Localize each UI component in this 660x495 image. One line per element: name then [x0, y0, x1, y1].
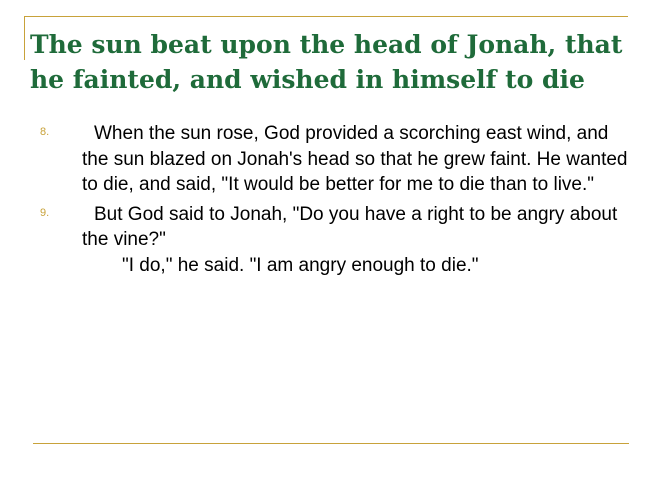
verse-item [40, 121, 640, 198]
verse-reply: "I do," he said. "I am angry enough to die." [122, 254, 479, 276]
verse-text: When the sun rose, God provided a scorching east wind, and the sun blazed on Jonah's head so that he grew faint. He wanted to die, and said, "It would be better for me to die than to live." [82, 123, 628, 195]
verse-number: 9. [40, 206, 50, 219]
verse-text: But God said to Jonah, "Do you have a right to be angry about the vine?" [82, 203, 618, 250]
verse-number: 8. [40, 126, 50, 138]
verse-item [40, 202, 640, 279]
verse-list [40, 121, 640, 282]
slide-title: The sun beat upon the head of Jonah, that he fainted, and wished in himself to die [30, 30, 623, 94]
bottom-rule [33, 443, 629, 444]
top-rule [24, 16, 628, 17]
left-rule-tick [24, 16, 25, 60]
